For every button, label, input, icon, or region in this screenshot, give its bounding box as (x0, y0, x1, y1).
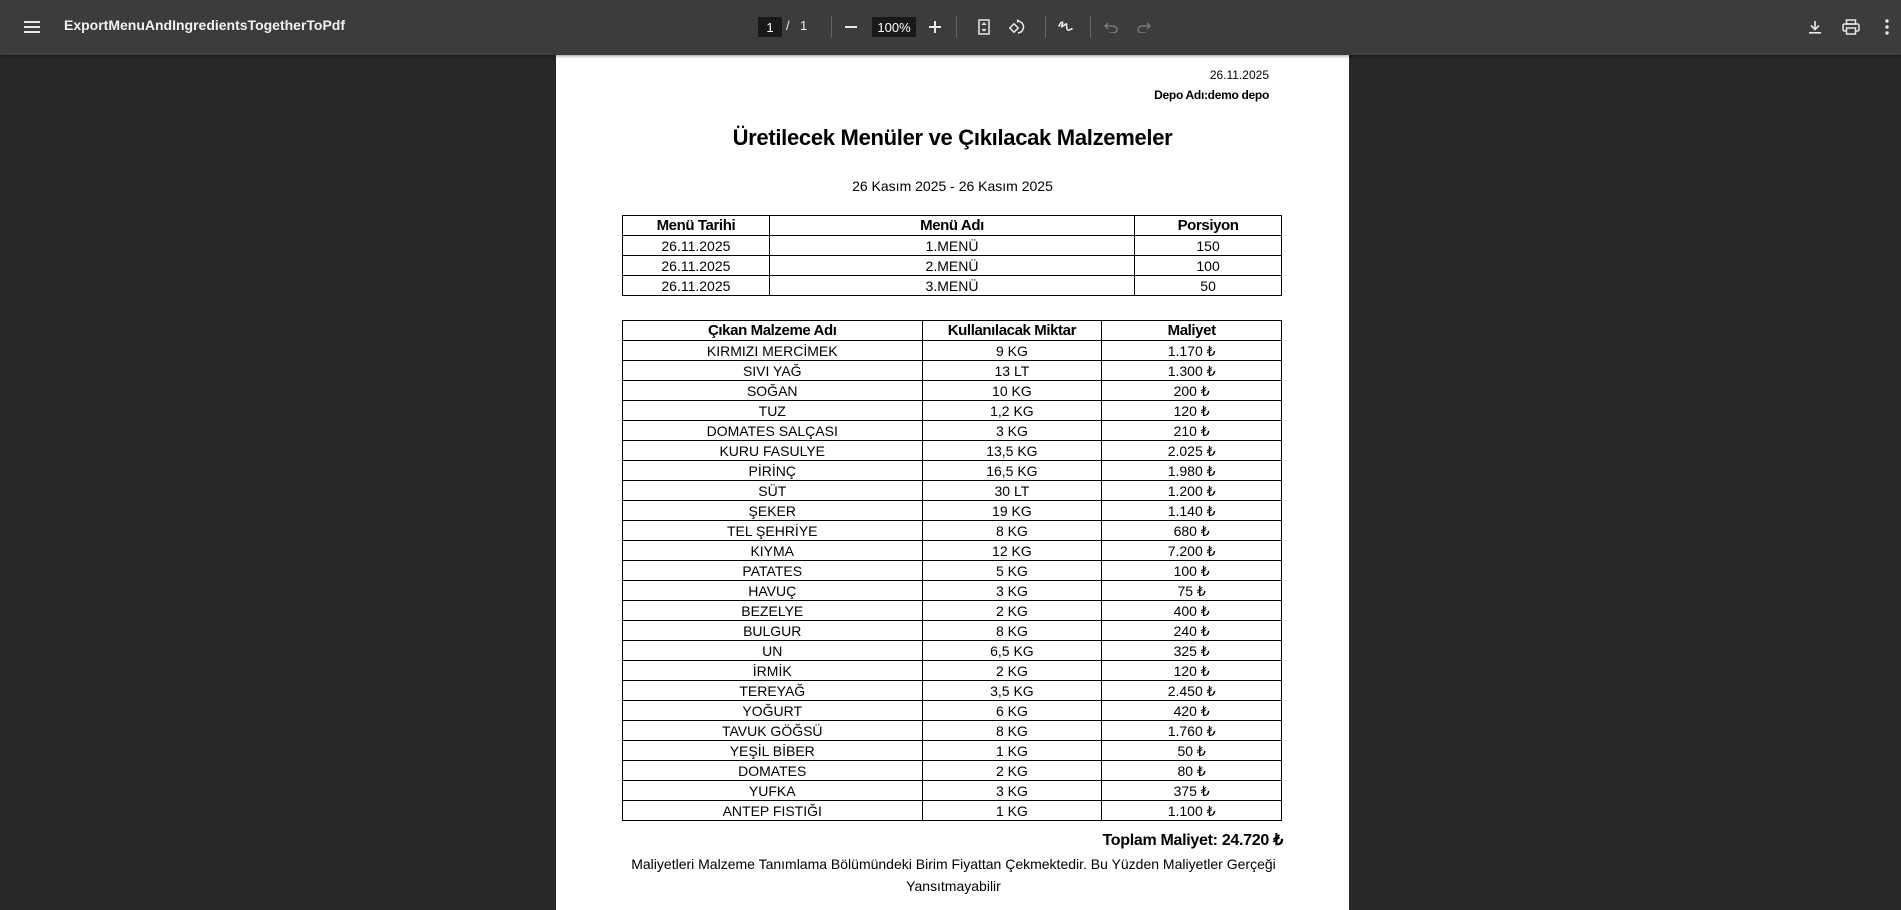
quantity-cell: 16,5 KG (922, 461, 1102, 481)
table-row (623, 641, 1282, 661)
quantity-cell: 1 KG (922, 741, 1102, 761)
menu-date-cell: 26.11.2025 (623, 256, 770, 276)
cost-cell: 1.140 ₺ (1102, 501, 1282, 521)
cost-cell: 200 ₺ (1102, 381, 1282, 401)
cost-cell: 1.980 ₺ (1102, 461, 1282, 481)
menu-name-cell: 1.MENÜ (769, 236, 1134, 256)
portion-cell: 100 (1135, 256, 1282, 276)
fit-page-button[interactable] (970, 13, 998, 41)
menu-button[interactable] (18, 13, 46, 41)
quantity-cell: 13 LT (922, 361, 1102, 381)
ingredient-name-cell: TUZ (623, 401, 923, 421)
fit-page-icon (978, 19, 990, 35)
ingredient-name-cell: PİRİNÇ (623, 461, 923, 481)
depot-name: Depo Adı:demo depo (1154, 88, 1269, 102)
cost-cell: 210 ₺ (1102, 421, 1282, 441)
annotate-button[interactable] (1052, 13, 1080, 41)
table-row (623, 421, 1282, 441)
toolbar-divider (1090, 16, 1091, 38)
quantity-cell: 30 LT (922, 481, 1102, 501)
download-button[interactable] (1801, 13, 1829, 41)
cost-cell: 1.760 ₺ (1102, 721, 1282, 741)
ingredient-name-cell: DOMATES (623, 761, 923, 781)
table-row (623, 661, 1282, 681)
annotate-icon (1057, 19, 1075, 35)
ingredient-name-cell: UN (623, 641, 923, 661)
quantity-cell: 6 KG (922, 701, 1102, 721)
page-total: 1 (800, 18, 808, 33)
table-row (623, 701, 1282, 721)
pdf-toolbar (0, 0, 1901, 55)
table-row (623, 541, 1282, 561)
quantity-cell: 12 KG (922, 541, 1102, 561)
table-row (623, 801, 1282, 821)
ingredient-name-cell: HAVUÇ (623, 581, 923, 601)
header-ingredient-name: Çıkan Malzeme Adı (623, 321, 923, 341)
menu-icon (24, 21, 40, 33)
ingredient-table (622, 320, 1282, 821)
header-portion: Porsiyon (1135, 216, 1282, 236)
zoom-out-button[interactable] (837, 13, 865, 41)
document-title: ExportMenuAndIngredientsTogetherToPdf (64, 17, 346, 33)
ingredient-name-cell: SOĞAN (623, 381, 923, 401)
ingredient-name-cell: DOMATES SALÇASI (623, 421, 923, 441)
quantity-cell: 2 KG (922, 761, 1102, 781)
undo-icon (1104, 21, 1118, 33)
quantity-cell: 2 KG (922, 601, 1102, 621)
ingredient-table-header (623, 321, 1282, 341)
cost-cell: 1.100 ₺ (1102, 801, 1282, 821)
quantity-cell: 3 KG (922, 421, 1102, 441)
ingredient-name-cell: YEŞİL BİBER (623, 741, 923, 761)
menu-table (622, 215, 1282, 296)
toolbar-divider (956, 16, 957, 38)
quantity-cell: 3,5 KG (922, 681, 1102, 701)
cost-cell: 400 ₺ (1102, 601, 1282, 621)
quantity-cell: 13,5 KG (922, 441, 1102, 461)
header-menu-date: Menü Tarihi (623, 216, 770, 236)
cost-cell: 325 ₺ (1102, 641, 1282, 661)
cost-cell: 1.200 ₺ (1102, 481, 1282, 501)
menu-name-cell: 2.MENÜ (769, 256, 1134, 276)
ingredient-name-cell: KIRMIZI MERCİMEK (623, 341, 923, 361)
more-icon (1885, 19, 1889, 35)
rotate-button[interactable] (1003, 13, 1031, 41)
pdf-page (556, 55, 1349, 910)
ingredient-name-cell: ŞEKER (623, 501, 923, 521)
menu-date-cell: 26.11.2025 (623, 276, 770, 296)
table-row (623, 681, 1282, 701)
table-row (623, 581, 1282, 601)
table-row (623, 521, 1282, 541)
table-row (623, 561, 1282, 581)
cost-cell: 120 ₺ (1102, 661, 1282, 681)
cost-cell: 1.170 ₺ (1102, 341, 1282, 361)
total-cost: Toplam Maliyet: 24.720 ₺ (1102, 832, 1283, 849)
ingredient-name-cell: SIVI YAĞ (623, 361, 923, 381)
print-button[interactable] (1837, 13, 1865, 41)
ingredient-name-cell: TEL ŞEHRİYE (623, 521, 923, 541)
zoom-in-icon (929, 21, 941, 33)
quantity-cell: 8 KG (922, 621, 1102, 641)
cost-cell: 100 ₺ (1102, 561, 1282, 581)
cost-cell: 2.450 ₺ (1102, 681, 1282, 701)
header-quantity: Kullanılacak Miktar (922, 321, 1102, 341)
cost-disclaimer: Maliyetleri Malzeme Tanımlama Bölümündeki Birim Fiyattan Çekmektedir. Bu Yüzden Maliyetler Gerçeği Yansıtmayabilir (631, 856, 1276, 894)
table-row (623, 441, 1282, 461)
quantity-cell: 8 KG (922, 521, 1102, 541)
ingredient-name-cell: KURU FASULYE (623, 441, 923, 461)
zoom-in-button[interactable] (921, 13, 949, 41)
ingredient-name-cell: ANTEP FISTIĞI (623, 801, 923, 821)
ingredient-name-cell: SÜT (623, 481, 923, 501)
cost-cell: 120 ₺ (1102, 401, 1282, 421)
redo-button[interactable] (1130, 13, 1158, 41)
redo-icon (1137, 21, 1151, 33)
rotate-icon (1008, 18, 1026, 36)
table-row (623, 741, 1282, 761)
portion-cell: 150 (1135, 236, 1282, 256)
cost-cell: 75 ₺ (1102, 581, 1282, 601)
page-number-input[interactable] (758, 17, 782, 37)
date-range: 26 Kasım 2025 - 26 Kasım 2025 (852, 178, 1053, 194)
menu-name-cell: 3.MENÜ (769, 276, 1134, 296)
cost-cell: 420 ₺ (1102, 701, 1282, 721)
report-date: 26.11.2025 (1209, 68, 1269, 82)
quantity-cell: 6,5 KG (922, 641, 1102, 661)
table-row (623, 601, 1282, 621)
ingredient-name-cell: BEZELYE (623, 601, 923, 621)
ingredient-name-cell: YOĞURT (623, 701, 923, 721)
cost-cell: 7.200 ₺ (1102, 541, 1282, 561)
cost-cell: 240 ₺ (1102, 621, 1282, 641)
header-cost: Maliyet (1102, 321, 1282, 341)
header-menu-name: Menü Adı (769, 216, 1134, 236)
table-row (623, 381, 1282, 401)
ingredient-name-cell: PATATES (623, 561, 923, 581)
ingredient-name-cell: İRMİK (623, 661, 923, 681)
zoom-level-input[interactable] (872, 17, 916, 37)
cost-cell: 680 ₺ (1102, 521, 1282, 541)
table-row (623, 621, 1282, 641)
table-row (623, 341, 1282, 361)
table-row (623, 256, 1282, 276)
table-row (623, 721, 1282, 741)
table-row (623, 761, 1282, 781)
ingredient-name-cell: TEREYAĞ (623, 681, 923, 701)
page-separator: / (786, 18, 790, 33)
cost-cell: 80 ₺ (1102, 761, 1282, 781)
quantity-cell: 8 KG (922, 721, 1102, 741)
report-title: Üretilecek Menüler ve Çıkılacak Malzemeler (732, 125, 1173, 150)
table-row (623, 501, 1282, 521)
print-icon (1842, 19, 1860, 35)
ingredient-name-cell: YUFKA (623, 781, 923, 801)
cost-cell: 1.300 ₺ (1102, 361, 1282, 381)
menu-date-cell: 26.11.2025 (623, 236, 770, 256)
ingredient-name-cell: TAVUK GÖĞSÜ (623, 721, 923, 741)
toolbar-divider (1045, 16, 1046, 38)
zoom-out-icon (845, 26, 857, 28)
quantity-cell: 19 KG (922, 501, 1102, 521)
quantity-cell: 9 KG (922, 341, 1102, 361)
quantity-cell: 3 KG (922, 781, 1102, 801)
quantity-cell: 1,2 KG (922, 401, 1102, 421)
table-row (623, 781, 1282, 801)
table-row (623, 276, 1282, 296)
quantity-cell: 1 KG (922, 801, 1102, 821)
quantity-cell: 3 KG (922, 581, 1102, 601)
table-row (623, 401, 1282, 421)
table-row (623, 236, 1282, 256)
table-row (623, 461, 1282, 481)
toolbar-divider (831, 16, 832, 38)
quantity-cell: 2 KG (922, 661, 1102, 681)
table-row (623, 361, 1282, 381)
table-row (623, 481, 1282, 501)
undo-button[interactable] (1097, 13, 1125, 41)
menu-table-header (623, 216, 1282, 236)
more-actions-button[interactable] (1873, 13, 1901, 41)
ingredient-name-cell: KIYMA (623, 541, 923, 561)
quantity-cell: 5 KG (922, 561, 1102, 581)
download-icon (1808, 20, 1822, 34)
cost-cell: 50 ₺ (1102, 741, 1282, 761)
ingredient-name-cell: BULGUR (623, 621, 923, 641)
cost-cell: 375 ₺ (1102, 781, 1282, 801)
portion-cell: 50 (1135, 276, 1282, 296)
quantity-cell: 10 KG (922, 381, 1102, 401)
cost-cell: 2.025 ₺ (1102, 441, 1282, 461)
